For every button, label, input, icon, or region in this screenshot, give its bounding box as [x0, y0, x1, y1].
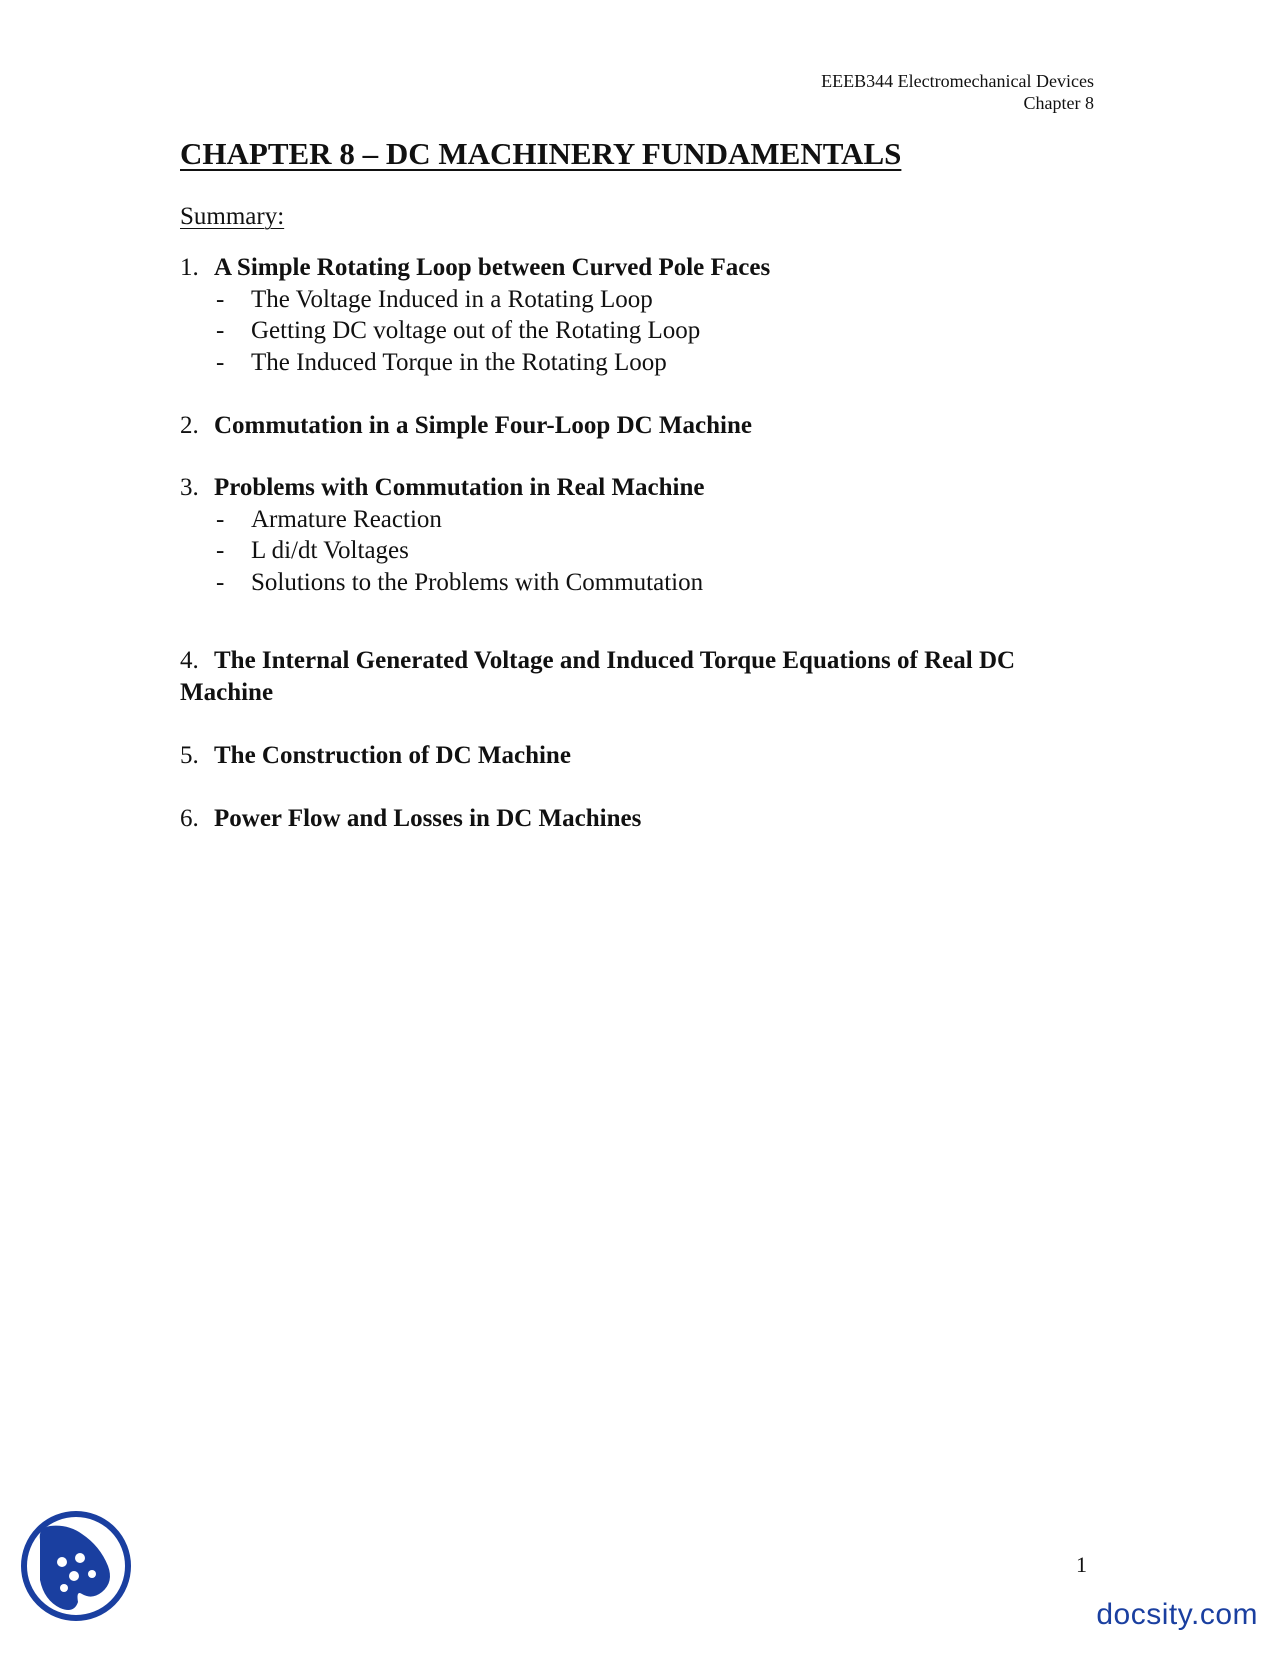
list-item — [180, 535, 1070, 567]
section-heading — [180, 472, 1070, 504]
section-number: 4. — [180, 647, 199, 674]
section-title: The Internal Generated Voltage and Induced Torque Equations of Real DC Machine — [180, 647, 1016, 706]
list-item-text: The Induced Torque in the Rotating Loop — [251, 348, 667, 376]
bullet-dash: - — [216, 505, 225, 533]
list-item — [180, 567, 1070, 599]
section-title: The Construction of DC Machine — [214, 742, 571, 769]
list-item-text: Armature Reaction — [251, 505, 442, 533]
list-item-text: Getting DC voltage out of the Rotating Loop — [251, 317, 701, 344]
page-title: CHAPTER 8 – DC MACHINERY FUNDAMENTALS — [180, 136, 902, 171]
bullet-dash: - — [216, 537, 225, 564]
summary-label: Summary: — [180, 203, 285, 230]
section-heading — [180, 803, 1070, 835]
list-item-text: Solutions to the Problems with Commutation — [251, 568, 704, 596]
docsity-brand-link[interactable]: docsity.com — [1096, 1598, 1258, 1631]
summary-section — [180, 410, 1070, 442]
page-number: 1 — [1076, 1552, 1087, 1577]
section-title: Power Flow and Losses in DC Machines — [214, 805, 642, 832]
bullet-list — [180, 504, 1070, 599]
list-item-text: L di/dt Voltages — [251, 537, 409, 564]
summary-section — [180, 645, 1070, 708]
bullet-list — [180, 284, 1070, 379]
summary-section — [180, 803, 1070, 835]
list-item — [180, 315, 1070, 347]
list-item — [180, 504, 1070, 536]
summary-section — [180, 740, 1070, 772]
section-title: Problems with Commutation in Real Machine — [214, 474, 705, 501]
section-heading — [180, 740, 1070, 772]
bullet-dash: - — [216, 568, 225, 596]
section-number: 3. — [180, 474, 199, 501]
section-number: 5. — [180, 742, 199, 769]
list-item — [180, 284, 1070, 316]
section-number: 2. — [180, 412, 199, 439]
summary-section — [180, 252, 1070, 378]
chapter-label: Chapter 8 — [1023, 93, 1094, 113]
list-item — [180, 347, 1070, 379]
docsity-logo-icon — [20, 1510, 132, 1622]
section-heading — [180, 410, 1070, 442]
course-title: EEEB344 Electromechanical Devices — [821, 71, 1094, 91]
list-item-text: The Voltage Induced in a Rotating Loop — [251, 285, 653, 313]
section-heading — [180, 645, 1070, 708]
bullet-dash: - — [216, 348, 225, 376]
document-header — [821, 70, 1094, 114]
summary-section — [180, 472, 1070, 598]
section-number: 1. — [180, 254, 199, 281]
section-heading — [180, 252, 1070, 284]
section-number: 6. — [180, 805, 199, 832]
bullet-dash: - — [216, 317, 225, 344]
section-title: Commutation in a Simple Four-Loop DC Machine — [214, 412, 752, 439]
bullet-dash: - — [216, 285, 225, 313]
section-title: A Simple Rotating Loop between Curved Pole Faces — [214, 254, 771, 281]
